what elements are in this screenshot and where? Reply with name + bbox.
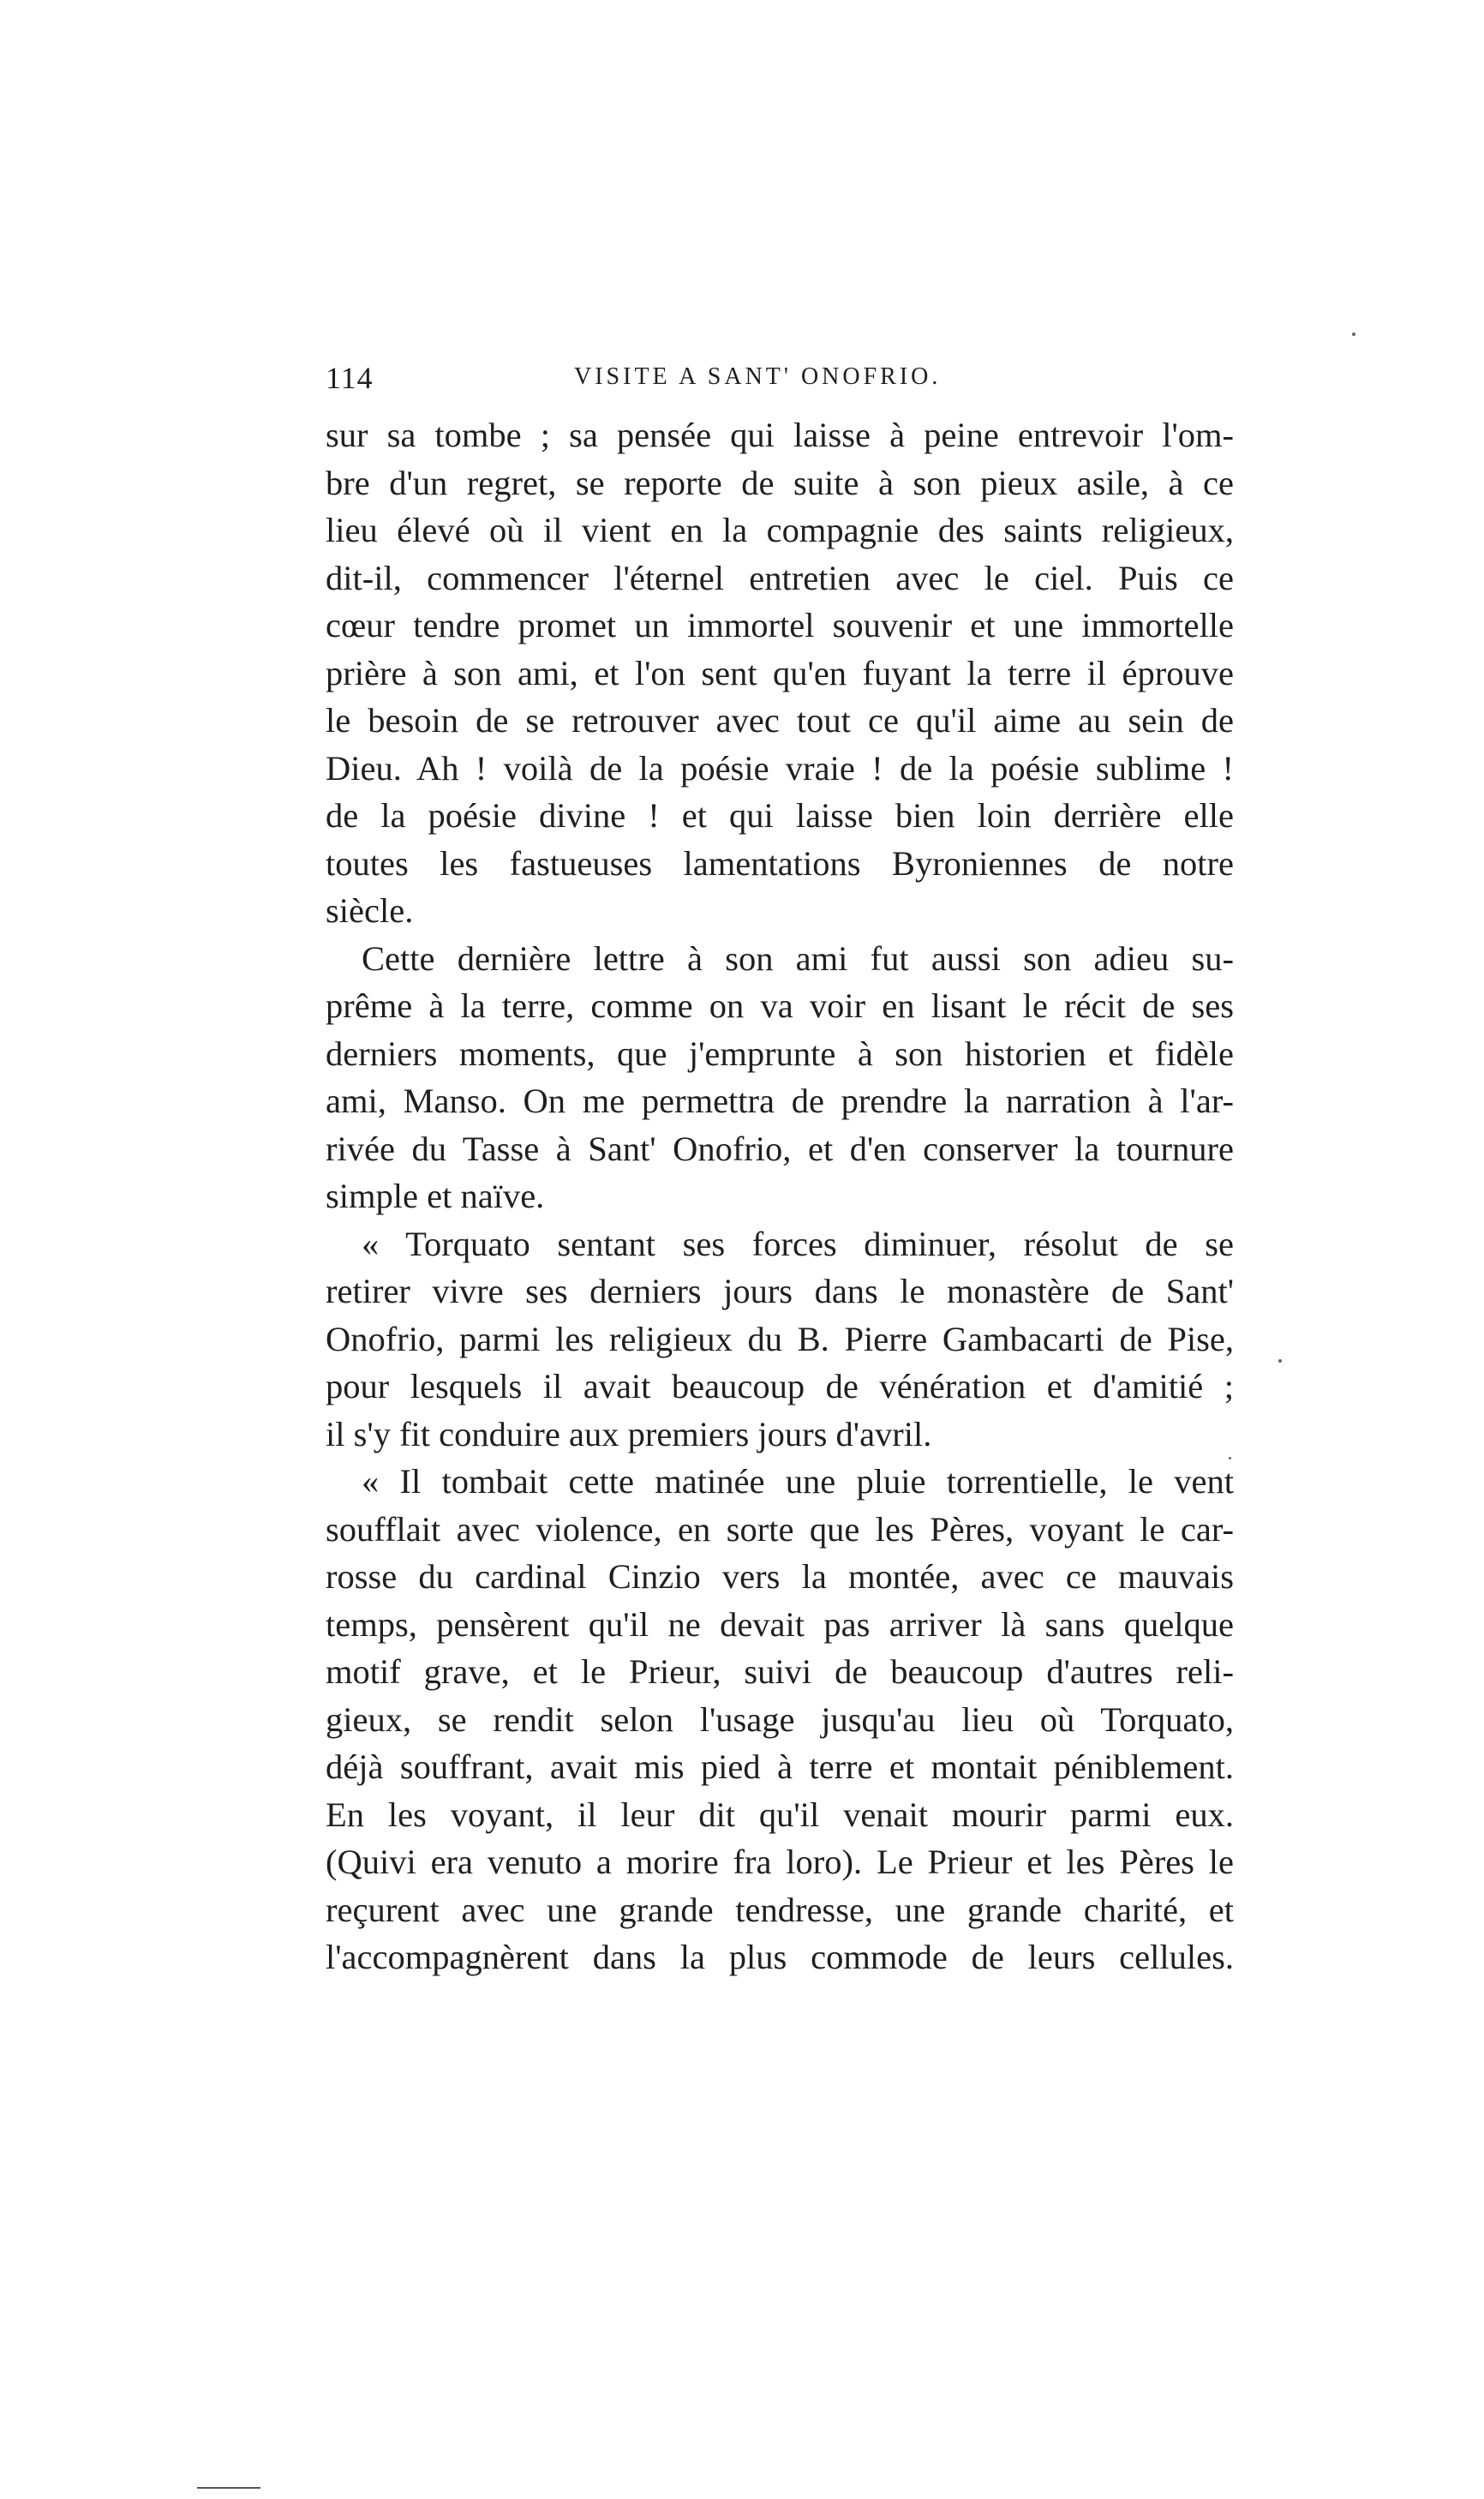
- text-line: « Il tombait cette matinée une pluie torrentielle, le vent: [362, 1462, 1234, 1501]
- text-line: ami, Manso. On me permettra de prendre la narration à l'ar-: [326, 1082, 1234, 1120]
- paper-speck: [1352, 333, 1355, 336]
- text-line: sur sa tombe ; sa pensée qui laisse à peine entrevoir l'om-: [326, 416, 1234, 454]
- body-text: [326, 411, 1234, 1981]
- text-line: pour lesquels il avait beaucoup de vénération et d'amitié ;: [326, 1367, 1234, 1405]
- text-line: le besoin de se retrouver avec tout ce qu'il aime au sein de: [326, 701, 1234, 740]
- text-line: temps, pensèrent qu'il ne devait pas arriver là sans quelque: [326, 1604, 1234, 1644]
- paragraph: [326, 1458, 1234, 1981]
- text-line: il s'y fit conduire aux premiers jours d'avril.: [326, 1414, 932, 1453]
- text-line: toutes les fastueuses lamentations Byroniennes de notre: [326, 843, 1234, 883]
- text-line: de la poésie divine ! et qui laisse bien loin derrière elle: [326, 796, 1234, 835]
- text-line: reçurent avec une grande tendresse, une grande charité, et: [326, 1890, 1234, 1929]
- text-line: retirer vivre ses derniers jours dans le monastère de Sant': [326, 1272, 1234, 1310]
- page-number: 114: [326, 361, 374, 395]
- text-line: motif grave, et le Prieur, suivi de beaucoup d'autres reli-: [326, 1652, 1234, 1691]
- text-line: Cette dernière lettre à son ami fut aussi son adieu su-: [362, 938, 1234, 978]
- text-line: simple et naïve.: [326, 1177, 545, 1215]
- text-line: l'accompagnèrent dans la plus commode de leurs cellules.: [326, 1938, 1234, 1976]
- paragraph: [326, 935, 1234, 1220]
- running-head: [326, 360, 1234, 408]
- text-line: prière à son ami, et l'on sent qu'en fuyant la terre il éprouve: [326, 653, 1234, 692]
- text-line: « Torquato sentant ses forces diminuer, résolut de se: [362, 1224, 1234, 1263]
- text-line: bre d'un regret, se reporte de suite à son pieux asile, à ce: [326, 463, 1234, 502]
- paper-speck: [1229, 1457, 1231, 1459]
- text-line: Onofrio, parmi les religieux du B. Pierre Gambacarti de Pise,: [326, 1319, 1234, 1358]
- text-line: siècle.: [326, 891, 414, 930]
- text-line: soufflait avec violence, en sorte que les Pères, voyant le car-: [326, 1509, 1234, 1549]
- text-line: déjà souffrant, avait mis pied à terre et montait péniblement.: [326, 1747, 1234, 1786]
- text-line: rivée du Tasse à Sant' Onofrio, et d'en conserver la tournure: [326, 1129, 1234, 1168]
- text-line: Dieu. Ah ! voilà de la poésie vraie ! de la poésie sublime !: [326, 748, 1234, 788]
- text-line: derniers moments, que j'emprunte à son historien et fidèle: [326, 1034, 1234, 1073]
- paragraph: [326, 411, 1234, 935]
- text-line: rosse du cardinal Cinzio vers la montée, avec ce mauvais: [326, 1557, 1234, 1596]
- text-line: prême à la terre, comme on va voir en lisant le récit de ses: [326, 986, 1234, 1025]
- paragraph: [326, 1220, 1234, 1459]
- text-line: dit-il, commencer l'éternel entretien avec le ciel. Puis ce: [326, 558, 1234, 597]
- text-line: gieux, se rendit selon l'usage jusqu'au lieu où Torquato,: [326, 1699, 1234, 1739]
- paper-speck: [1278, 1359, 1282, 1363]
- text-line: (Quivi era venuto a morire fra loro). Le Prieur et les Pères le: [326, 1843, 1234, 1881]
- text-line: En les voyant, il leur dit qu'il venait mourir parmi eux.: [326, 1795, 1234, 1834]
- running-title: VISITE A SANT' ONOFRIO.: [574, 363, 942, 390]
- text-line: lieu élevé où il vient en la compagnie des saints religieux,: [326, 511, 1234, 549]
- text-line: cœur tendre promet un immortel souvenir et une immortelle: [326, 606, 1234, 644]
- footer-rule: [197, 2487, 260, 2489]
